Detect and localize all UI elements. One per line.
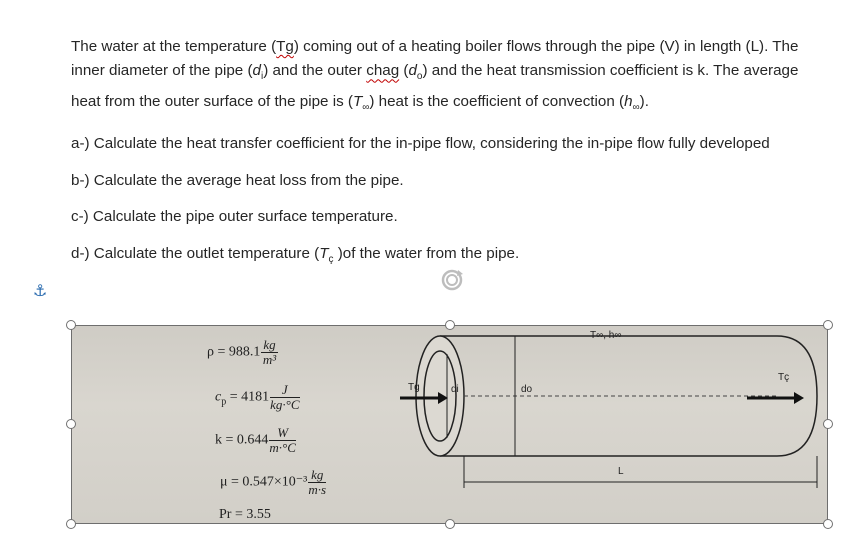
intro-text-3: ) and the outer bbox=[263, 62, 367, 80]
length-label: L bbox=[618, 466, 624, 477]
pr-formula: Pr = 3.55 bbox=[219, 507, 271, 522]
intro-text-7: ). bbox=[639, 92, 649, 110]
resize-handle-bottom-center[interactable] bbox=[445, 519, 455, 529]
mu-den: m·s bbox=[308, 482, 327, 497]
cp-sub: p bbox=[221, 396, 227, 408]
anchor-icon[interactable]: ⚓ bbox=[33, 283, 48, 300]
pipe-diagram bbox=[72, 326, 828, 524]
do-label: do bbox=[521, 384, 533, 395]
hinf-sub: ∞ bbox=[632, 101, 640, 113]
k-den: m·°C bbox=[269, 440, 296, 455]
figure-image[interactable] bbox=[71, 325, 828, 524]
cp-num: J bbox=[270, 383, 299, 398]
document-body bbox=[71, 35, 831, 272]
k-num: W bbox=[269, 426, 296, 441]
intro-text-5: ) and the heat transmission coefficient is k. The average heat from the outer surface of the pipe is ( bbox=[71, 62, 799, 110]
cp-den: kg·°C bbox=[270, 397, 300, 412]
intro-text-1: The water at the temperature ( bbox=[71, 38, 277, 55]
hinf-symbol: h bbox=[624, 92, 633, 110]
cp-eq: = 4181 bbox=[226, 389, 270, 405]
mu-lhs: μ = 0.547×10⁻³ bbox=[220, 474, 308, 490]
tinf-sub: ∞ bbox=[362, 101, 370, 113]
resize-handle-bottom-right[interactable] bbox=[823, 519, 833, 529]
intro-paragraph bbox=[71, 35, 831, 120]
di-label: di bbox=[451, 384, 459, 395]
k-lhs: k = 0.644 bbox=[215, 432, 269, 448]
do-symbol: d bbox=[408, 62, 417, 80]
outlet-arrowhead bbox=[794, 392, 804, 404]
do-sub: o bbox=[416, 71, 423, 83]
tg-label: Tg bbox=[408, 382, 420, 393]
resize-handle-top-left[interactable] bbox=[66, 320, 76, 330]
resize-handle-bottom-left[interactable] bbox=[66, 519, 76, 529]
intro-text-2: ) coming out of a heating boiler flows through the pipe (V) in length (L). The inner diameter of the pipe ( bbox=[71, 38, 799, 80]
tinf-hinf-label: T∞, h∞ bbox=[590, 330, 622, 341]
intro-text-6: ) heat is the coefficient of convection ( bbox=[369, 92, 625, 110]
di-sub: i bbox=[260, 71, 264, 83]
rho-num: kg bbox=[263, 337, 276, 352]
question-c: c-) Calculate the pipe outer surface temperature. bbox=[71, 208, 398, 226]
mu-num: kg bbox=[308, 468, 326, 483]
resize-handle-middle-right[interactable] bbox=[823, 419, 833, 429]
rho-den: m³ bbox=[262, 352, 277, 367]
intro-text-4: ( bbox=[399, 62, 409, 80]
tc-label: Tç bbox=[778, 372, 790, 383]
question-d-text-2: )of the water from the pipe. bbox=[333, 244, 520, 262]
resize-handle-top-right[interactable] bbox=[823, 320, 833, 330]
question-a: a-) Calculate the heat transfer coefficient for the in-pipe flow, considering the in-pipe flow fully developed bbox=[71, 135, 770, 153]
resize-handle-top-center[interactable] bbox=[445, 320, 455, 330]
rotate-handle-icon[interactable] bbox=[438, 266, 466, 294]
rho-lhs: ρ = 988.1 bbox=[207, 344, 261, 360]
tinf-symbol: T bbox=[352, 92, 363, 110]
chag-word: chag bbox=[366, 62, 400, 80]
tg-word: Tg bbox=[276, 38, 294, 55]
di-symbol: d bbox=[252, 62, 261, 80]
cp-lhs: c bbox=[215, 389, 222, 405]
question-d-text-1: d-) Calculate the outlet temperature ( bbox=[71, 244, 320, 262]
resize-handle-middle-left[interactable] bbox=[66, 419, 76, 429]
question-b: b-) Calculate the average heat loss from the pipe. bbox=[71, 171, 404, 189]
tc-sub: ç bbox=[328, 253, 334, 265]
tc-symbol: T bbox=[319, 244, 329, 262]
